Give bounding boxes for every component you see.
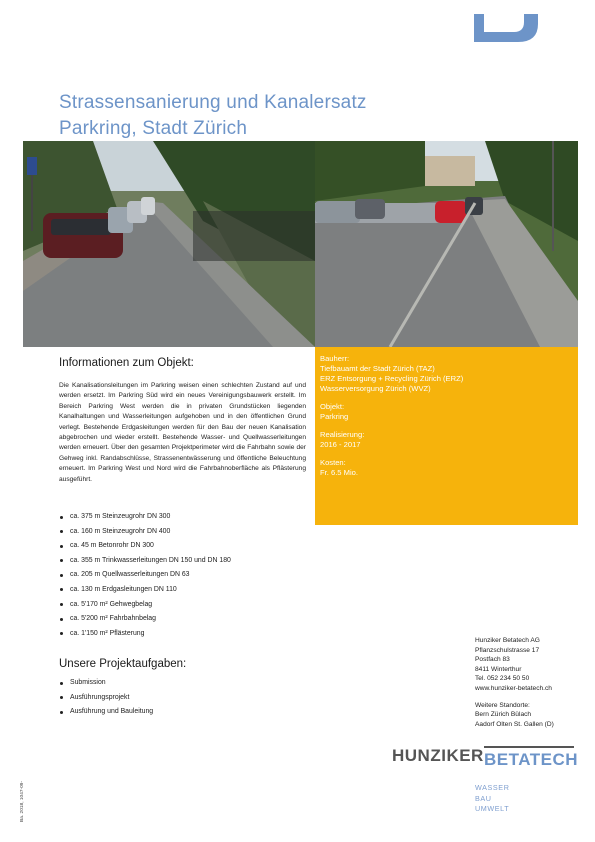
phone: Tel. 052 234 50 50 [475, 675, 530, 683]
postbox: Postfach 83 [475, 656, 510, 664]
brand-name-right: BETATECH [484, 750, 579, 769]
realization-value: 2016 - 2017 [320, 440, 361, 449]
website-link[interactable]: www.hunziker-betatech.ch [475, 684, 552, 692]
scope-list [59, 510, 231, 641]
tasks-heading: Unsere Projektaufgaben: [59, 658, 187, 670]
title-line-1: Strassensanierung und Kanalersatz [59, 92, 367, 113]
tagline-line: WASSER [475, 783, 510, 792]
tagline-line: UMWELT [475, 804, 510, 814]
contact-block [475, 636, 554, 729]
list-item: ca. 1'150 m² Pflästerung [59, 627, 231, 642]
object-value: Parkring [320, 412, 349, 421]
list-item: ca. 5'200 m² Fahrbahnbelag [59, 612, 231, 627]
list-item: Submission [59, 676, 153, 691]
street: Pflanzschulstrasse 17 [475, 646, 540, 654]
list-item: ca. 5'170 m² Gehwegbelag [59, 598, 231, 613]
list-item: ca. 130 m Erdgasleitungen DN 110 [59, 583, 231, 598]
list-item: ca. 355 m Trinkwasserleitungen DN 150 und DN 180 [59, 554, 231, 569]
brand-tagline [475, 783, 509, 815]
locations-line: Bern Zürich Bülach [475, 711, 532, 719]
costs-label: Kosten: [320, 458, 346, 467]
city: 8411 Winterthur [475, 665, 522, 673]
locations-label: Weitere Standorte: [475, 701, 530, 709]
client-label: Bauherr: [320, 354, 350, 363]
list-item: Ausführungsprojekt [59, 691, 153, 706]
brand-divider [484, 746, 574, 748]
list-item: ca. 160 m Steinzeugrohr DN 400 [59, 525, 231, 540]
brand-logo [392, 746, 578, 768]
brand-logo-mark [474, 14, 538, 42]
tagline-line: BAU [475, 793, 492, 803]
client-line: Tiefbauamt der Stadt Zürich (TAZ) [320, 364, 435, 373]
object-label: Objekt: [320, 402, 345, 411]
street-photo-left [23, 141, 315, 347]
locations-line: Aadorf Olten St. Gallen (D) [475, 720, 554, 728]
document-code: Ba. 2018, 1047-09- [20, 780, 25, 822]
list-item: ca. 375 m Steinzeugrohr DN 300 [59, 510, 231, 525]
brand-name-left: HUNZIKER [392, 746, 484, 765]
company-name: Hunziker Betatech AG [475, 637, 540, 644]
project-details-box [315, 347, 578, 525]
realization-label: Realisierung: [320, 430, 365, 439]
client-line: Wasserversorgung Zürich (WVZ) [320, 384, 431, 393]
task-list [59, 676, 153, 720]
page-title [59, 90, 367, 142]
list-item: ca. 45 m Betonrohr DN 300 [59, 539, 231, 554]
list-item: ca. 205 m Quellwasserleitungen DN 63 [59, 568, 231, 583]
info-paragraph: Die Kanalisationsleitungen im Parkring weisen einen schlechten Zustand auf und werden ersetzt. Im Parkring Süd wird ein neues Vereinigungsbauwerk erstellt. Im Bereich Parkring West werden die in privaten Grundstücken liegenden Kanalhaltungen und Wasserleitungen aufgehoben und in den öffentlichen Grund verlegt. Bestehende Erdgasleitungen werden für den Bau der neuen Kanalisation abgebrochen und wieder erstellt. Bestehende Wasser- und Quellwasserleitungen werden erneuert. Über den gesamten Projektperimeter wird die Fahrbahn sowie der Gehweg inkl. Randabschlüsse, Strassenentwässerung und öffentliche Beleuchtung erneuert. Im Parkring West und Nord wird die Fahrbahnoberfläche als Pflästerung ausgeführt. [59, 382, 306, 483]
title-line-2: Parkring, Stadt Zürich [59, 118, 248, 139]
costs-value: Fr. 6.5 Mio. [320, 468, 358, 477]
list-item: Ausführung und Bauleitung [59, 705, 153, 720]
info-heading: Informationen zum Objekt: [59, 357, 194, 369]
street-photo-right [315, 141, 578, 347]
client-line: ERZ Entsorgung + Recycling Zürich (ERZ) [320, 374, 464, 383]
